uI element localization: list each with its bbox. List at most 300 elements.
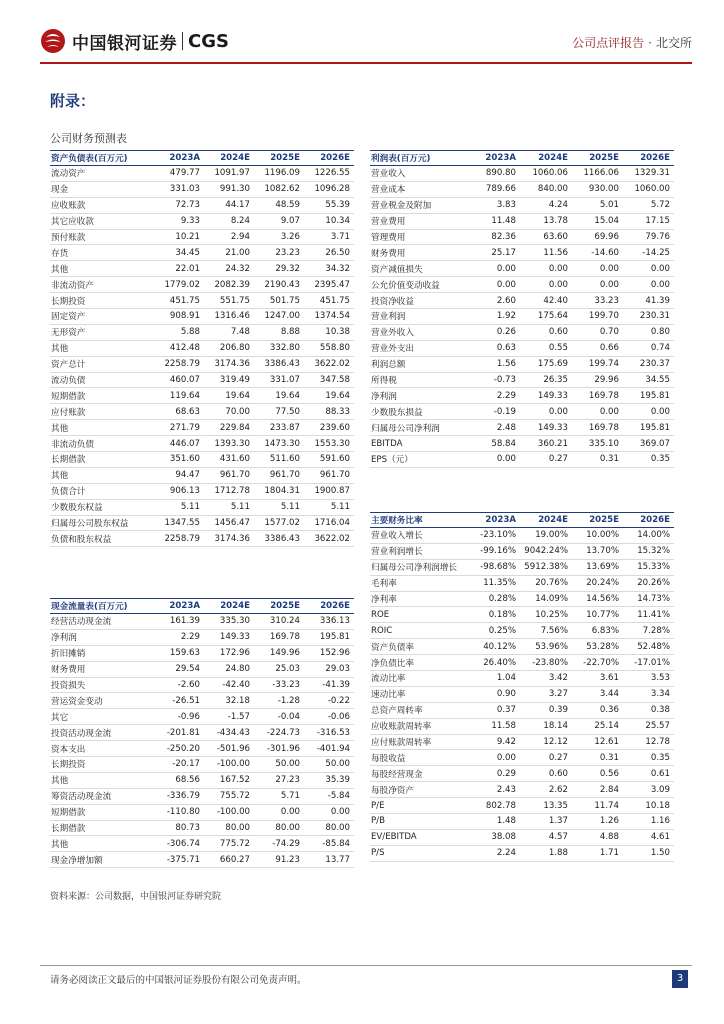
row-label: 应收账款周转率 (370, 718, 470, 734)
row-label: 存货 (50, 245, 154, 261)
row-label: 营业费用 (370, 213, 470, 229)
row-label: 公允价值变动收益 (370, 277, 470, 293)
value-cell: 50.00 (254, 757, 304, 773)
value-cell: 3.44 (572, 686, 623, 702)
row-label: 资产减值损失 (370, 261, 470, 277)
value-cell: 13.70% (572, 543, 623, 559)
value-cell: 2.29 (154, 629, 204, 645)
table-row (50, 483, 354, 499)
table-header-row (50, 151, 354, 166)
value-cell: 2.48 (470, 420, 520, 436)
row-label: 其他 (50, 467, 154, 483)
table-row (370, 623, 674, 639)
table-row (50, 772, 354, 788)
value-cell: 33.23 (572, 293, 623, 309)
value-cell: 0.66 (572, 340, 623, 356)
value-cell: 29.54 (154, 661, 204, 677)
row-label: 投资净收益 (370, 293, 470, 309)
value-cell: 195.81 (304, 629, 354, 645)
value-cell: 1096.28 (304, 181, 354, 197)
logo-text: 中国银河证券 (72, 33, 177, 54)
row-label: 应付账款 (50, 404, 154, 420)
value-cell: 1347.55 (154, 515, 204, 531)
table-row (50, 820, 354, 836)
row-label: 其他 (50, 261, 154, 277)
value-cell: 0.00 (623, 404, 674, 420)
value-cell: 1779.02 (154, 277, 204, 293)
row-label: 毛利率 (370, 575, 470, 591)
row-label: 营业收入增长 (370, 528, 470, 544)
row-label: 营业成本 (370, 181, 470, 197)
report-type-label: 公司点评报告 (572, 36, 645, 50)
value-cell: 1393.30 (204, 436, 254, 452)
value-cell: 88.33 (304, 404, 354, 420)
value-cell: 369.07 (623, 436, 674, 452)
value-cell: 0.00 (304, 804, 354, 820)
row-label: 营业外支出 (370, 340, 470, 356)
row-label: 长期投资 (50, 757, 154, 773)
value-cell: 460.07 (154, 372, 204, 388)
table-row (370, 245, 674, 261)
value-cell: -23.80% (520, 655, 572, 671)
value-cell: 0.90 (470, 686, 520, 702)
table-row (370, 372, 674, 388)
row-label: 其他 (50, 340, 154, 356)
value-cell: 8.88 (254, 324, 304, 340)
value-cell: 1247.00 (254, 309, 304, 325)
row-label: 现金 (50, 181, 154, 197)
value-cell: 1.16 (623, 814, 674, 830)
value-cell: -100.00 (204, 757, 254, 773)
value-cell: 5.11 (254, 499, 304, 515)
value-cell: 0.31 (572, 750, 623, 766)
row-label: P/S (370, 845, 470, 861)
table-row (370, 750, 674, 766)
value-cell: 1374.54 (304, 309, 354, 325)
value-cell: 3.09 (623, 782, 674, 798)
row-label: 流动比率 (370, 671, 470, 687)
value-cell: 25.14 (572, 718, 623, 734)
value-cell: 1060.06 (520, 166, 572, 182)
row-label: 长期借款 (50, 452, 154, 468)
value-cell: 2.60 (470, 293, 520, 309)
value-cell: 501.75 (254, 293, 304, 309)
value-cell: -23.10% (470, 528, 520, 544)
row-label: 总资产周转率 (370, 702, 470, 718)
row-label: 流动资产 (50, 166, 154, 182)
table-row (370, 213, 674, 229)
value-cell: 1.88 (520, 845, 572, 861)
row-label: 营业利润增长 (370, 543, 470, 559)
value-cell: 12.61 (572, 734, 623, 750)
value-cell: 52.48% (623, 639, 674, 655)
year-header: 2024E (520, 151, 572, 166)
value-cell: 14.00% (623, 528, 674, 544)
value-cell: -0.22 (304, 693, 354, 709)
value-cell: 149.96 (254, 645, 304, 661)
value-cell: -2.60 (154, 677, 204, 693)
value-cell: 991.30 (204, 181, 254, 197)
value-cell: 1226.55 (304, 166, 354, 182)
table-row (370, 575, 674, 591)
table-row (370, 404, 674, 420)
value-cell: 14.09% (520, 591, 572, 607)
value-cell: 5.72 (623, 197, 674, 213)
table-row (50, 293, 354, 309)
value-cell: 840.00 (520, 181, 572, 197)
value-cell: -201.81 (154, 725, 204, 741)
value-cell: 2258.79 (154, 531, 204, 547)
value-cell: 0.00 (470, 750, 520, 766)
value-cell: 0.00 (520, 404, 572, 420)
value-cell: 149.33 (204, 629, 254, 645)
value-cell: 3.53 (623, 671, 674, 687)
value-cell: 412.48 (154, 340, 204, 356)
value-cell: 11.58 (470, 718, 520, 734)
value-cell: 29.03 (304, 661, 354, 677)
value-cell: 908.91 (154, 309, 204, 325)
value-cell: 0.00 (572, 277, 623, 293)
financial-ratios-table (370, 512, 674, 862)
value-cell: 6.83% (572, 623, 623, 639)
value-cell: 1900.87 (304, 483, 354, 499)
value-cell: 9.33 (154, 213, 204, 229)
table-row (50, 661, 354, 677)
value-cell: 18.14 (520, 718, 572, 734)
value-cell: 5912.38% (520, 559, 572, 575)
value-cell: 80.00 (304, 820, 354, 836)
value-cell: 0.00 (470, 261, 520, 277)
table-row (50, 629, 354, 645)
value-cell: 58.84 (470, 436, 520, 452)
row-label: 其他 (50, 772, 154, 788)
value-cell: 82.36 (470, 229, 520, 245)
table-row (370, 798, 674, 814)
value-cell: 1804.31 (254, 483, 304, 499)
table-row (50, 197, 354, 213)
value-cell: 9042.24% (520, 543, 572, 559)
value-cell: -33.23 (254, 677, 304, 693)
value-cell: 20.26% (623, 575, 674, 591)
value-cell: 1712.78 (204, 483, 254, 499)
value-cell: 199.70 (572, 309, 623, 325)
value-cell: 3.26 (254, 229, 304, 245)
value-cell: 347.58 (304, 372, 354, 388)
table-row (50, 436, 354, 452)
value-cell: 271.79 (154, 420, 204, 436)
value-cell: 775.72 (204, 836, 254, 852)
year-header: 2026E (623, 151, 674, 166)
value-cell: 7.56% (520, 623, 572, 639)
row-label: 无形资产 (50, 324, 154, 340)
value-cell: 0.60 (520, 324, 572, 340)
value-cell: 11.56 (520, 245, 572, 261)
value-cell: 2082.39 (204, 277, 254, 293)
value-cell: 1329.31 (623, 166, 674, 182)
value-cell: 32.18 (204, 693, 254, 709)
value-cell: 451.75 (154, 293, 204, 309)
table-row (50, 614, 354, 630)
row-label: 利润总额 (370, 356, 470, 372)
table-row (370, 607, 674, 623)
table-row (370, 671, 674, 687)
value-cell: -401.94 (304, 741, 354, 757)
value-cell: 5.71 (254, 788, 304, 804)
value-cell: 551.75 (204, 293, 254, 309)
appendix-title: 附录： (50, 92, 96, 110)
value-cell: 55.39 (304, 197, 354, 213)
table-row (50, 340, 354, 356)
value-cell: 10.18 (623, 798, 674, 814)
value-cell: 34.55 (623, 372, 674, 388)
table-row (370, 324, 674, 340)
value-cell: -5.84 (304, 788, 354, 804)
value-cell: 3.27 (520, 686, 572, 702)
year-header: 2024E (204, 151, 254, 166)
row-label: 净利率 (370, 591, 470, 607)
value-cell: 2.24 (470, 845, 520, 861)
value-cell: 20.24% (572, 575, 623, 591)
value-cell: 2.84 (572, 782, 623, 798)
value-cell: 11.41% (623, 607, 674, 623)
value-cell: 7.28% (623, 623, 674, 639)
table-row (370, 845, 674, 861)
value-cell: 35.39 (304, 772, 354, 788)
row-label: 固定资产 (50, 309, 154, 325)
value-cell: 29.32 (254, 261, 304, 277)
table-row (50, 309, 354, 325)
page-header (40, 22, 692, 62)
value-cell: -250.20 (154, 741, 204, 757)
table-row (370, 181, 674, 197)
report-type-separator: · (648, 36, 652, 50)
value-cell: 4.61 (623, 829, 674, 845)
value-cell: -17.01% (623, 655, 674, 671)
row-label: ROIC (370, 623, 470, 639)
value-cell: 14.56% (572, 591, 623, 607)
table-header-row (50, 599, 354, 614)
value-cell: 13.69% (572, 559, 623, 575)
value-cell: 48.59 (254, 197, 304, 213)
value-cell: 0.70 (572, 324, 623, 340)
value-cell: 19.64 (304, 388, 354, 404)
table-row (50, 213, 354, 229)
value-cell: 0.31 (572, 452, 623, 468)
value-cell: 229.84 (204, 420, 254, 436)
row-label: 其他 (50, 836, 154, 852)
value-cell: 3.61 (572, 671, 623, 687)
value-cell: 0.29 (470, 766, 520, 782)
value-cell: 5.11 (304, 499, 354, 515)
value-cell: 1456.47 (204, 515, 254, 531)
table-row (50, 420, 354, 436)
value-cell: 20.76% (520, 575, 572, 591)
table-row (50, 499, 354, 515)
value-cell: 167.52 (204, 772, 254, 788)
value-cell: 961.70 (204, 467, 254, 483)
value-cell: 80.73 (154, 820, 204, 836)
table-row (370, 197, 674, 213)
value-cell: 239.60 (304, 420, 354, 436)
value-cell: 0.18% (470, 607, 520, 623)
value-cell: 0.00 (623, 277, 674, 293)
value-cell: 335.10 (572, 436, 623, 452)
value-cell: 175.69 (520, 356, 572, 372)
value-cell: 1091.97 (204, 166, 254, 182)
row-label: 折旧摊销 (50, 645, 154, 661)
year-header: 2023A (470, 513, 520, 528)
table-row (370, 436, 674, 452)
table-row (50, 229, 354, 245)
table-row (370, 766, 674, 782)
row-label: 净利润 (370, 388, 470, 404)
value-cell: 1.37 (520, 814, 572, 830)
value-cell: 199.74 (572, 356, 623, 372)
value-cell: 351.60 (154, 452, 204, 468)
value-cell: 50.00 (304, 757, 354, 773)
row-label: 归属母公司净利润 (370, 420, 470, 436)
value-cell: 195.81 (623, 388, 674, 404)
value-cell: -0.04 (254, 709, 304, 725)
table-row (50, 404, 354, 420)
value-cell: 451.75 (304, 293, 354, 309)
value-cell: -0.06 (304, 709, 354, 725)
value-cell: 15.04 (572, 213, 623, 229)
value-cell: 161.39 (154, 614, 204, 630)
value-cell: -301.96 (254, 741, 304, 757)
value-cell: 5.11 (204, 499, 254, 515)
value-cell: 0.35 (623, 750, 674, 766)
year-header: 2023A (154, 599, 204, 614)
value-cell: 3.71 (304, 229, 354, 245)
value-cell: 11.74 (572, 798, 623, 814)
value-cell: 10.25% (520, 607, 572, 623)
value-cell: 230.31 (623, 309, 674, 325)
value-cell: 0.60 (520, 766, 572, 782)
market-label: 北交所 (655, 36, 692, 50)
value-cell: 26.35 (520, 372, 572, 388)
row-label: 营业收入 (370, 166, 470, 182)
table-row (50, 531, 354, 547)
row-label: 归属母公司股东权益 (50, 515, 154, 531)
table-row (50, 709, 354, 725)
row-label: 短期借款 (50, 804, 154, 820)
value-cell: 70.00 (204, 404, 254, 420)
row-label: 流动负债 (50, 372, 154, 388)
value-cell: 319.49 (204, 372, 254, 388)
value-cell: 0.63 (470, 340, 520, 356)
value-cell: -434.43 (204, 725, 254, 741)
value-cell: 10.34 (304, 213, 354, 229)
value-cell: 14.73% (623, 591, 674, 607)
value-cell: 3.83 (470, 197, 520, 213)
value-cell: 233.87 (254, 420, 304, 436)
value-cell: 149.33 (520, 420, 572, 436)
value-cell: 446.07 (154, 436, 204, 452)
value-cell: 9.07 (254, 213, 304, 229)
value-cell: -0.73 (470, 372, 520, 388)
logo-cgs: CGS (188, 30, 229, 52)
table-row (370, 639, 674, 655)
table-title-header: 现金流量表(百万元) (50, 599, 154, 614)
row-label: 非流动资产 (50, 277, 154, 293)
value-cell: 169.78 (572, 388, 623, 404)
value-cell: 1.56 (470, 356, 520, 372)
value-cell: 2258.79 (154, 356, 204, 372)
value-cell: 3386.43 (254, 356, 304, 372)
value-cell: 42.40 (520, 293, 572, 309)
table-row (50, 645, 354, 661)
value-cell: 0.00 (254, 804, 304, 820)
value-cell: 558.80 (304, 340, 354, 356)
footer-divider (40, 965, 692, 966)
value-cell: 0.00 (572, 404, 623, 420)
row-label: 其他 (50, 420, 154, 436)
value-cell: 44.17 (204, 197, 254, 213)
table-row (370, 686, 674, 702)
row-label: 每股经营现金 (370, 766, 470, 782)
value-cell: 19.64 (254, 388, 304, 404)
value-cell: 431.60 (204, 452, 254, 468)
value-cell: 0.61 (623, 766, 674, 782)
value-cell: -42.40 (204, 677, 254, 693)
value-cell: 331.07 (254, 372, 304, 388)
table-row (370, 543, 674, 559)
table-row (50, 677, 354, 693)
table-row (50, 804, 354, 820)
value-cell: 15.33% (623, 559, 674, 575)
row-label: P/E (370, 798, 470, 814)
value-cell: 0.27 (520, 750, 572, 766)
value-cell: 890.80 (470, 166, 520, 182)
table-row (50, 324, 354, 340)
table-row (370, 829, 674, 845)
value-cell: 53.96% (520, 639, 572, 655)
value-cell: 53.28% (572, 639, 623, 655)
table-row (370, 356, 674, 372)
table-row (50, 245, 354, 261)
table-row (50, 757, 354, 773)
value-cell: 0.00 (520, 277, 572, 293)
value-cell: 0.00 (520, 261, 572, 277)
value-cell: 961.70 (254, 467, 304, 483)
year-header: 2025E (572, 151, 623, 166)
value-cell: 1.26 (572, 814, 623, 830)
row-label: 财务费用 (370, 245, 470, 261)
row-label: 少数股东权益 (50, 499, 154, 515)
value-cell: 3174.36 (204, 531, 254, 547)
value-cell: 68.63 (154, 404, 204, 420)
value-cell: -501.96 (204, 741, 254, 757)
value-cell: -74.29 (254, 836, 304, 852)
value-cell: 1166.06 (572, 166, 623, 182)
table-row (370, 591, 674, 607)
value-cell: 25.03 (254, 661, 304, 677)
value-cell: -224.73 (254, 725, 304, 741)
value-cell: -22.70% (572, 655, 623, 671)
table-row (370, 718, 674, 734)
value-cell: 0.00 (470, 277, 520, 293)
value-cell: -0.96 (154, 709, 204, 725)
value-cell: -336.79 (154, 788, 204, 804)
value-cell: -99.16% (470, 543, 520, 559)
row-label: ROE (370, 607, 470, 623)
value-cell: 0.25% (470, 623, 520, 639)
value-cell: 5.88 (154, 324, 204, 340)
value-cell: 2190.43 (254, 277, 304, 293)
value-cell: 1316.46 (204, 309, 254, 325)
value-cell: 175.64 (520, 309, 572, 325)
